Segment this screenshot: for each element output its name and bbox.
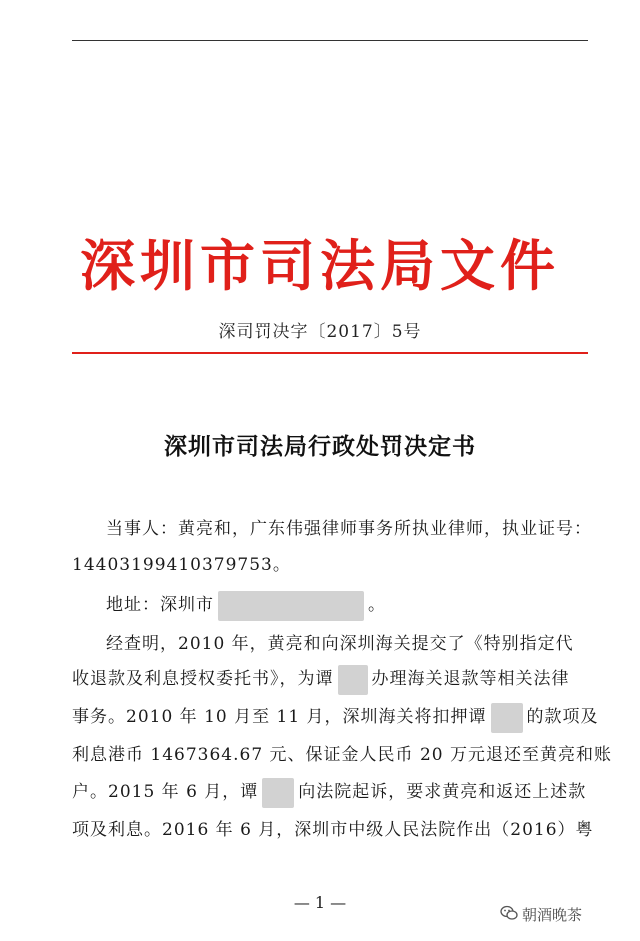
redacted-block [218, 591, 364, 621]
redacted-block [491, 703, 523, 733]
body-line-2 [72, 664, 570, 695]
red-divider [72, 352, 588, 354]
decision-title: 深圳市司法局行政处罚决定书 [164, 434, 476, 460]
party-line-2: 14403199410379753。 [72, 555, 291, 575]
address-line [106, 590, 386, 621]
body-line-3b: 的款项及 [526, 707, 599, 727]
page-number: — 1 — [293, 893, 347, 912]
body-line-6: 项及利息。2016 年 6 月，深圳市中级人民法院作出（2016）粤 [72, 820, 594, 840]
body-line-3a: 事务。2010 年 10 月至 11 月，深圳海关将扣押谭 [72, 707, 487, 727]
body-line-5a: 户。2015 年 6 月，谭 [72, 782, 259, 802]
address-end: 。 [368, 595, 386, 615]
body-line-2a: 收退款及利息授权委托书》，为谭 [72, 669, 334, 689]
document-number: 深司罚决字〔2017〕5号 [218, 322, 422, 342]
watermark-text: 朝酒晚茶 [522, 906, 583, 924]
body-line-2b: 办理海关退款等相关法律 [371, 669, 570, 689]
top-rule [72, 40, 588, 41]
body-line-4: 利息港币 1467364.67 元、保证金人民币 20 万元退还至黄亮和账 [72, 745, 612, 765]
redacted-block [262, 778, 294, 808]
body-line-1: 经查明，2010 年，黄亮和向深圳海关提交了《特别指定代 [106, 634, 574, 654]
party-line-1: 当事人：黄亮和，广东伟强律师事务所执业律师，执业证号： [106, 519, 592, 539]
body-line-5 [72, 777, 586, 808]
address-label: 地址：深圳市 [106, 595, 214, 615]
body-line-5b: 向法院起诉，要求黄亮和返还上述款 [298, 782, 587, 802]
redacted-block [338, 665, 368, 695]
wechat-icon [500, 905, 518, 921]
body-line-3 [72, 702, 599, 733]
document-header-title: 深圳市司法局文件 [79, 234, 560, 298]
